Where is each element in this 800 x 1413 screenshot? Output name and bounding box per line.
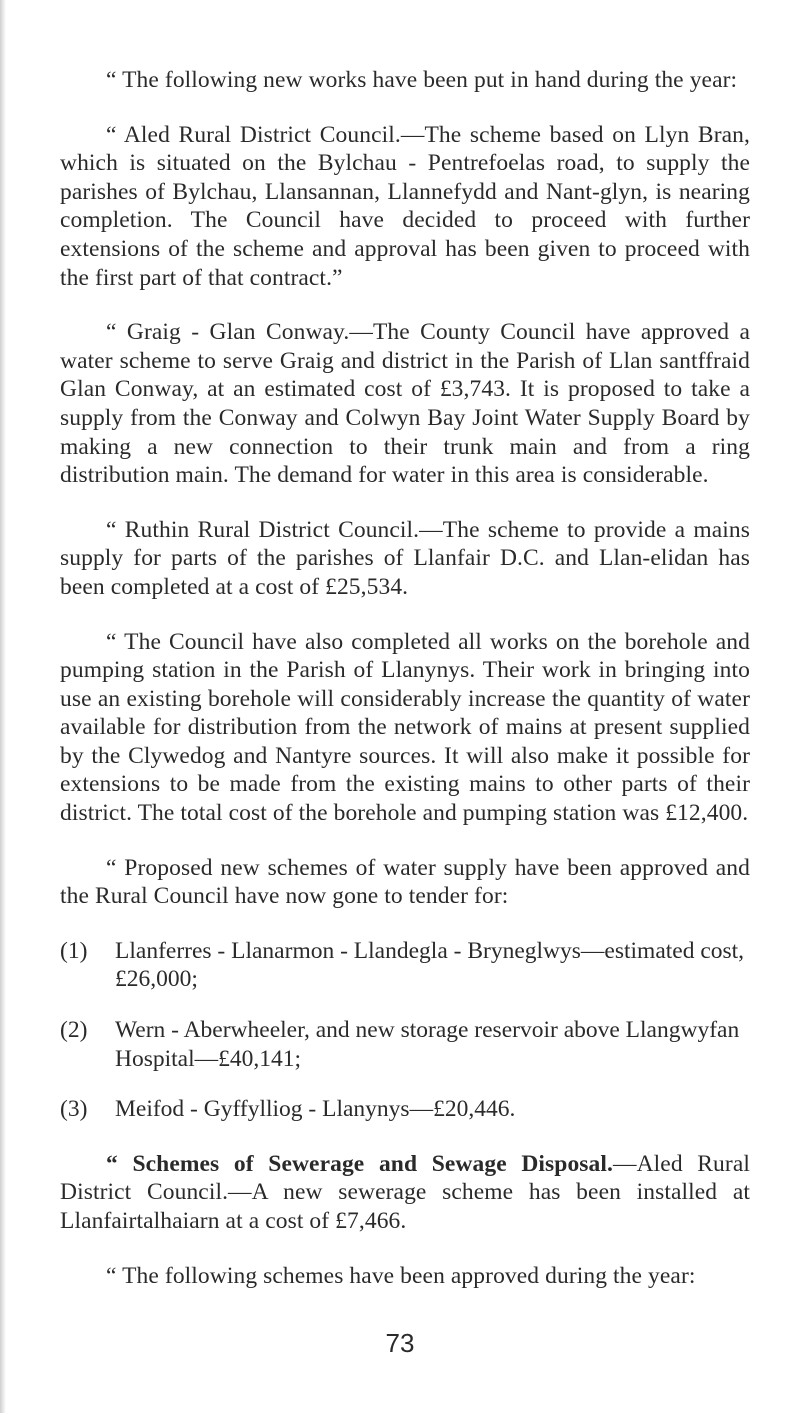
paragraph-sewerage-schemes bbox=[60, 1150, 750, 1236]
list-item bbox=[60, 1095, 750, 1124]
paragraph-proposed-schemes: “ Proposed new schemes of water supply have been approved and the Rural Council have now gone to tender for: bbox=[60, 854, 750, 910]
paragraph-approved-schemes: “ The following schemes have been approved during the year: bbox=[106, 1262, 696, 1289]
list-item bbox=[60, 937, 750, 994]
list-item-number: (2) bbox=[60, 1017, 88, 1044]
paragraph-sewerage-text: —Aled Rural District Council.—A new sewerage scheme has been installed at Llanfairtalhaiarn at a cost of £7,466. bbox=[60, 1150, 750, 1234]
list-item-text: Wern - Aberwheeler, and new storage reservoir above Llangwyfan Hospital—£40,141; bbox=[115, 1017, 740, 1072]
page-number: 73 bbox=[385, 1328, 415, 1358]
page-edge-shadow bbox=[0, 0, 6, 1413]
paragraph-new-works-intro: “ The following new works have been put in hand during the year: bbox=[106, 67, 738, 93]
paragraph-graig-glan-conway: “ Graig - Glan Conway.—The County Council have approved a water scheme to serve Graig and district in the Parish of Llan santffraid Glan Conway, at an estimated cost of £3,743. It is proposed to take a supply from the Conway and Colwyn Bay Joint Water Supply Board by making a new connection to their trunk main and from a ring distribution main. The demand for water in this area is considerable. bbox=[60, 319, 750, 489]
document-page bbox=[60, 66, 750, 1290]
paragraph-aled-water-scheme: “ Aled Rural District Council.—The scheme based on Llyn Bran, which is situated on the Bylchau - Pentrefoelas road, to supply the parishes of Bylchau, Llansannan, Llannefydd and Nant-glyn, is nearing completion. The Council have decided to proceed with further extensions of the scheme and approval has been given to proceed with the first part of that contract.” bbox=[60, 121, 750, 291]
list-item-text: Llanferres - Llanarmon - Llandegla - Bryneglwys—estimated cost, £26,000; bbox=[115, 937, 745, 993]
paragraph-ruthin-rural: “ Ruthin Rural District Council.—The scheme to provide a mains supply for parts of the parishes of Llanfair D.C. and Llan-elidan has been completed at a cost of £25,534. bbox=[60, 516, 750, 600]
proposed-schemes-list bbox=[60, 937, 750, 1124]
section-heading-sewerage: “ Schemes of Sewerage and Sewage Disposal. bbox=[106, 1150, 613, 1177]
list-item-text: Meifod - Gyffylliog - Llanynys—£20,446. bbox=[115, 1096, 516, 1123]
list-item-number: (1) bbox=[60, 937, 88, 964]
list-item bbox=[60, 1016, 750, 1073]
paragraph-llanynys-borehole: “ The Council have also completed all works on the borehole and pumping station in the Parish of Llanynys. Their work in bringing into use an existing borehole will considerably increase the quantity of water available for distribution from the network of mains at present supplied by the Clywedog and Nantyre sources. It will also make it possible for extensions to be made from the existing mains to other parts of their district. The total cost of the borehole and pumping station was £12,400. bbox=[60, 628, 750, 827]
list-item-number: (3) bbox=[60, 1096, 88, 1123]
